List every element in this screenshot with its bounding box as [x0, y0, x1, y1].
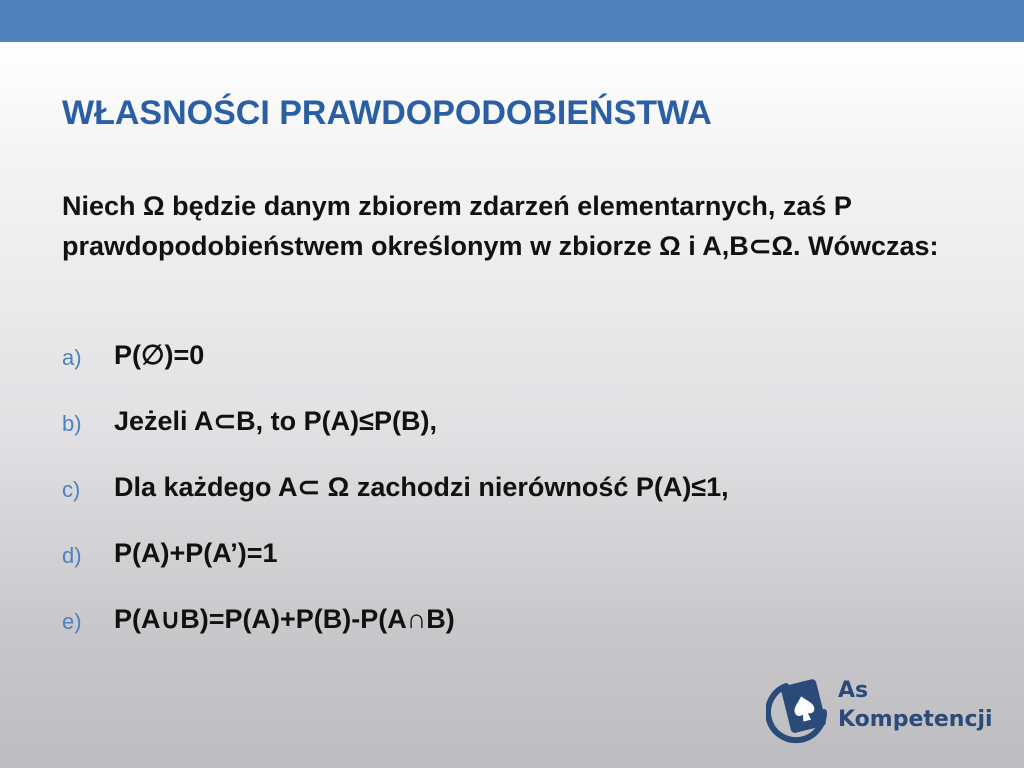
list-marker: e): [62, 609, 82, 634]
list-item-b: [62, 402, 729, 468]
logo-line-2: Kompetencji: [838, 707, 993, 732]
list-item-text: P(A∪B)=P(A)+P(B)-P(A∩B): [114, 604, 455, 634]
list-marker: b): [62, 411, 82, 436]
card-spade-icon: [766, 672, 834, 746]
slide-title: WŁASNOŚCI PRAWDOPODOBIEŃSTWA: [62, 94, 712, 132]
list-item-text: P(∅)=0: [114, 340, 205, 370]
list-item-e: [62, 600, 729, 666]
list-marker: c): [62, 477, 81, 502]
list-item-a: [62, 336, 729, 402]
top-accent-bar: [0, 0, 1024, 42]
logo-line-1: As: [838, 678, 869, 703]
list-item-text: P(A)+P(A’)=1: [114, 538, 278, 568]
properties-list: [62, 336, 729, 666]
logo-text: [838, 676, 993, 734]
list-marker: a): [62, 345, 82, 370]
intro-paragraph: Niech Ω będzie danym zbiorem zdarzeń elementarnych, zaś P prawdopodobieństwem określonym w zbiorze Ω i A,B⊂Ω. Wówczas:: [62, 191, 939, 261]
list-marker: d): [62, 543, 82, 568]
list-item-text: Jeżeli A⊂B, to P(A)≤P(B),: [114, 406, 437, 436]
list-item-c: [62, 468, 729, 534]
as-kompetencji-logo: [766, 672, 996, 746]
list-item-text: Dla każdego A⊂ Ω zachodzi nierówność P(A)≤1,: [114, 472, 729, 502]
list-item-d: [62, 534, 729, 600]
